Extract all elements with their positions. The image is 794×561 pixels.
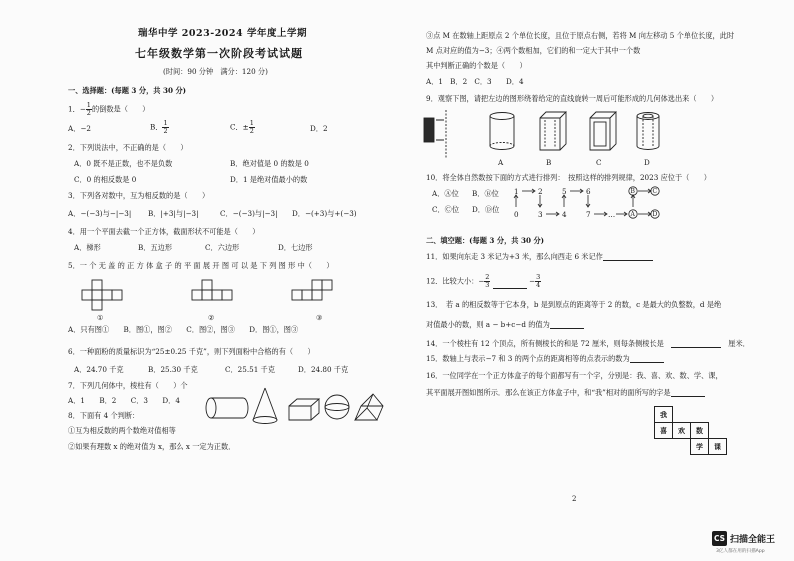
question-1-stem: 1．− $\frac{1}{2}$ 的倒数是（ ） (68, 101, 150, 117)
question-10-option-a: A．Ⓐ位 (432, 189, 459, 198)
pattern-n4: 4 (562, 210, 567, 219)
question-1-option-a: A．−2 (68, 124, 91, 133)
question-2-option-c: C．0 的相反数是 0 (74, 175, 137, 184)
pattern-circle-c: C (652, 187, 658, 195)
net-label-1: ① (97, 313, 104, 322)
question-8-statement-1: ①互为相反数的两个数绝对值相等 (68, 426, 176, 435)
question-10-option-d: D．Ⓓ位 (472, 205, 500, 214)
pattern-circle-d: D (652, 210, 658, 218)
question-8-stem: 8．下面有 4 个判断： (68, 411, 140, 420)
solids-figures (205, 380, 385, 430)
question-6-option-c: C．25.51 千克 (225, 365, 275, 374)
question-1-option-b: B． $\frac{1}{2}$ (150, 119, 168, 135)
scanner-slogan: 3亿人都在用的扫描App (716, 549, 765, 554)
answer-blank[interactable] (630, 355, 664, 363)
question-16-line-2: 其平面展开图如图所示．那么在该正方体盒子中，和“我”相对的面所写的字是 (426, 388, 705, 397)
pattern-n1: 1 (514, 187, 519, 196)
question-2-option-d: D．1 是绝对值最小的数 (230, 175, 308, 184)
pattern-n5: 5 (562, 187, 567, 196)
q9-label-c: C (596, 158, 602, 167)
pattern-arrows (512, 186, 662, 222)
question-3-option-d: D．−(+3)与+(−3) (292, 209, 357, 218)
section-2-title: 二、填空题：(每题 3 分，共 30 分) (426, 236, 545, 245)
question-3-option-b: B．|+3|与|−3| (148, 209, 199, 218)
answer-blank[interactable] (493, 281, 527, 289)
pattern-circle-b: B (630, 187, 635, 195)
pattern-n3: 3 (538, 210, 543, 219)
question-5-options: A．只有图① B．图①，图② C．图②，图③ D．图①，图③ (68, 325, 299, 334)
scanner-watermark (712, 530, 794, 556)
question-13-line-1: 13． 若 a 的相反数等于它本身，b 是到原点的距离等于 2 的数，c 是最大的负整数，d 是绝 (426, 300, 722, 309)
pattern-n0: 0 (514, 210, 519, 219)
net-cell-ke: 课 (708, 438, 727, 455)
question-8-statement-3b: M 点对应的值为−3；④两个数相加，它们的和一定大于其中一个数 (426, 46, 641, 55)
question-2-stem: 2．下列说法中，不正确的是（ ） (68, 143, 188, 152)
net-cell-huan: 欢 (672, 422, 691, 439)
answer-blank[interactable] (603, 253, 653, 261)
q9-label-a: A (498, 158, 504, 167)
question-1-option-d: D．2 (310, 124, 328, 133)
net-label-2: ② (208, 313, 215, 322)
q9-label-d: D (644, 158, 650, 167)
question-4-option-b: B．五边形 (138, 243, 173, 252)
question-6-stem: 6．一种面粉的质量标识为“25±0.25 千克”，则下列面粉中合格的有（ ） (68, 347, 315, 356)
answer-blank[interactable] (550, 321, 584, 329)
right-column (418, 0, 758, 561)
question-3-stem: 3．下列各对数中，互为相反数的是（ ） (68, 191, 210, 200)
question-3-option-c: C．−(−3)与|−3| (220, 209, 278, 218)
question-1-option-c: C．± $\frac{1}{2}$ (230, 119, 254, 135)
answer-blank[interactable] (671, 389, 705, 397)
left-column (60, 0, 390, 561)
net-cell-shu: 数 (690, 422, 709, 439)
question-4-stem: 4．用一个平面去截一个正方体，截面形状不可能是（ ） (68, 227, 260, 236)
question-15: 15．数轴上与表示−7 和 3 的两个点的距离相等的点表示的数为 (426, 354, 664, 363)
question-16-line-1: 16．一位同学在一个正方体盒子的每个面都写有一个字，分别是：我、喜、欢、数、学、课， (426, 371, 723, 380)
question-10-option-b: B．Ⓑ位 (472, 189, 499, 198)
question-6-option-b: B．25.30 千克 (148, 365, 198, 374)
question-4-option-c: C．六边形 (205, 243, 240, 252)
question-6-option-a: A．24.70 千克 (74, 365, 124, 374)
question-7-stem: 7．下列几何体中，棱柱有（ ）个 (68, 381, 188, 390)
question-7-options: A．1 B．2 C．3 D．4 (68, 396, 180, 405)
fraction: $\frac{1}{2}$ (86, 101, 91, 117)
question-2-option-a: A．0 既不是正数，也不是负数 (74, 159, 173, 168)
question-4-option-d: D．七边形 (278, 243, 313, 252)
question-8-statement-2: ②如果有理数 x 的绝对值为 x，那么 x 一定为正数． (68, 442, 236, 451)
net-cell-xi: 喜 (654, 422, 673, 439)
cs-logo-icon: CS (712, 531, 727, 546)
question-3-option-a: A．−(−3)与−|−3| (68, 209, 132, 218)
question-6-option-d: D．24.80 千克 (298, 365, 349, 374)
question-2-option-b: B．绝对值是 0 的数是 0 (230, 159, 309, 168)
question-13-line-2: 对值最小的数，则 a − b+c−d 的值为 (426, 320, 584, 329)
question-8-options: A．1 B．2 C．3 D．4 (426, 77, 524, 86)
question-8-ask: 其中判断正确的个数是（ ） (426, 61, 527, 70)
exam-meta: (时间：90 分钟 满分：120 分) (163, 67, 268, 76)
question-8-statement-3: ③点 M 在数轴上距原点 2 个单位长度，且位于原点右侧，若将 M 向左移动 5 个单位长度，此时 (426, 31, 735, 40)
cube-net-figures (80, 278, 370, 318)
question-11: 11．如果向东走 3 米记为+3 米，那么向西走 6 米记作 (426, 252, 653, 261)
pattern-n7: 7 (586, 210, 591, 219)
question-14: 14．一个棱柱有 12 个顶点，所有侧棱长的和是 72 厘米，则每条侧棱长是 厘米． (426, 339, 750, 348)
question-12: 12．比较大小：− $\frac{2}{3}$ − $\frac{3}{4}$ (426, 273, 541, 289)
page-number: 2 (572, 495, 577, 503)
pattern-n2: 2 (538, 187, 543, 196)
question-5-stem: 5．一 个 无 盖 的 正 方 体 盒 子 的 平 面 展 开 图 可 以 是 下 列 图 形 中（ ） (68, 261, 334, 270)
pattern-dots: … (608, 210, 616, 219)
pattern-circle-a: A (630, 210, 635, 218)
net-cell-xue: 学 (690, 438, 709, 455)
scanner-brand: 扫描全能王 (730, 535, 776, 545)
pattern-n6: 6 (586, 187, 591, 196)
question-10-option-c: C．Ⓒ位 (432, 205, 460, 214)
q9-label-b: B (546, 158, 552, 167)
net-label-3: ③ (316, 313, 323, 322)
question-10-stem: 10．将全体自然数按下面的方式进行排列： 按照这样的排列规律，2023 应位于（ ） (426, 173, 711, 182)
rotation-figures (424, 106, 664, 162)
section-1-title: 一、选择题：(每题 3 分，共 30 分) (68, 86, 187, 95)
exam-title: 七年级数学第一次阶段考试试题 (135, 47, 303, 60)
question-4-option-a: A．梯形 (74, 243, 101, 252)
answer-blank[interactable] (671, 340, 721, 348)
net-cell-wo: 我 (654, 406, 673, 423)
question-9-stem: 9．观察下图，请把左边的图形绕着给定的直线旋转一周后可能形成的几何体选出来（ ） (426, 94, 719, 103)
school-title: 瑞华中学 2023-2024 学年度上学期 (138, 28, 307, 39)
